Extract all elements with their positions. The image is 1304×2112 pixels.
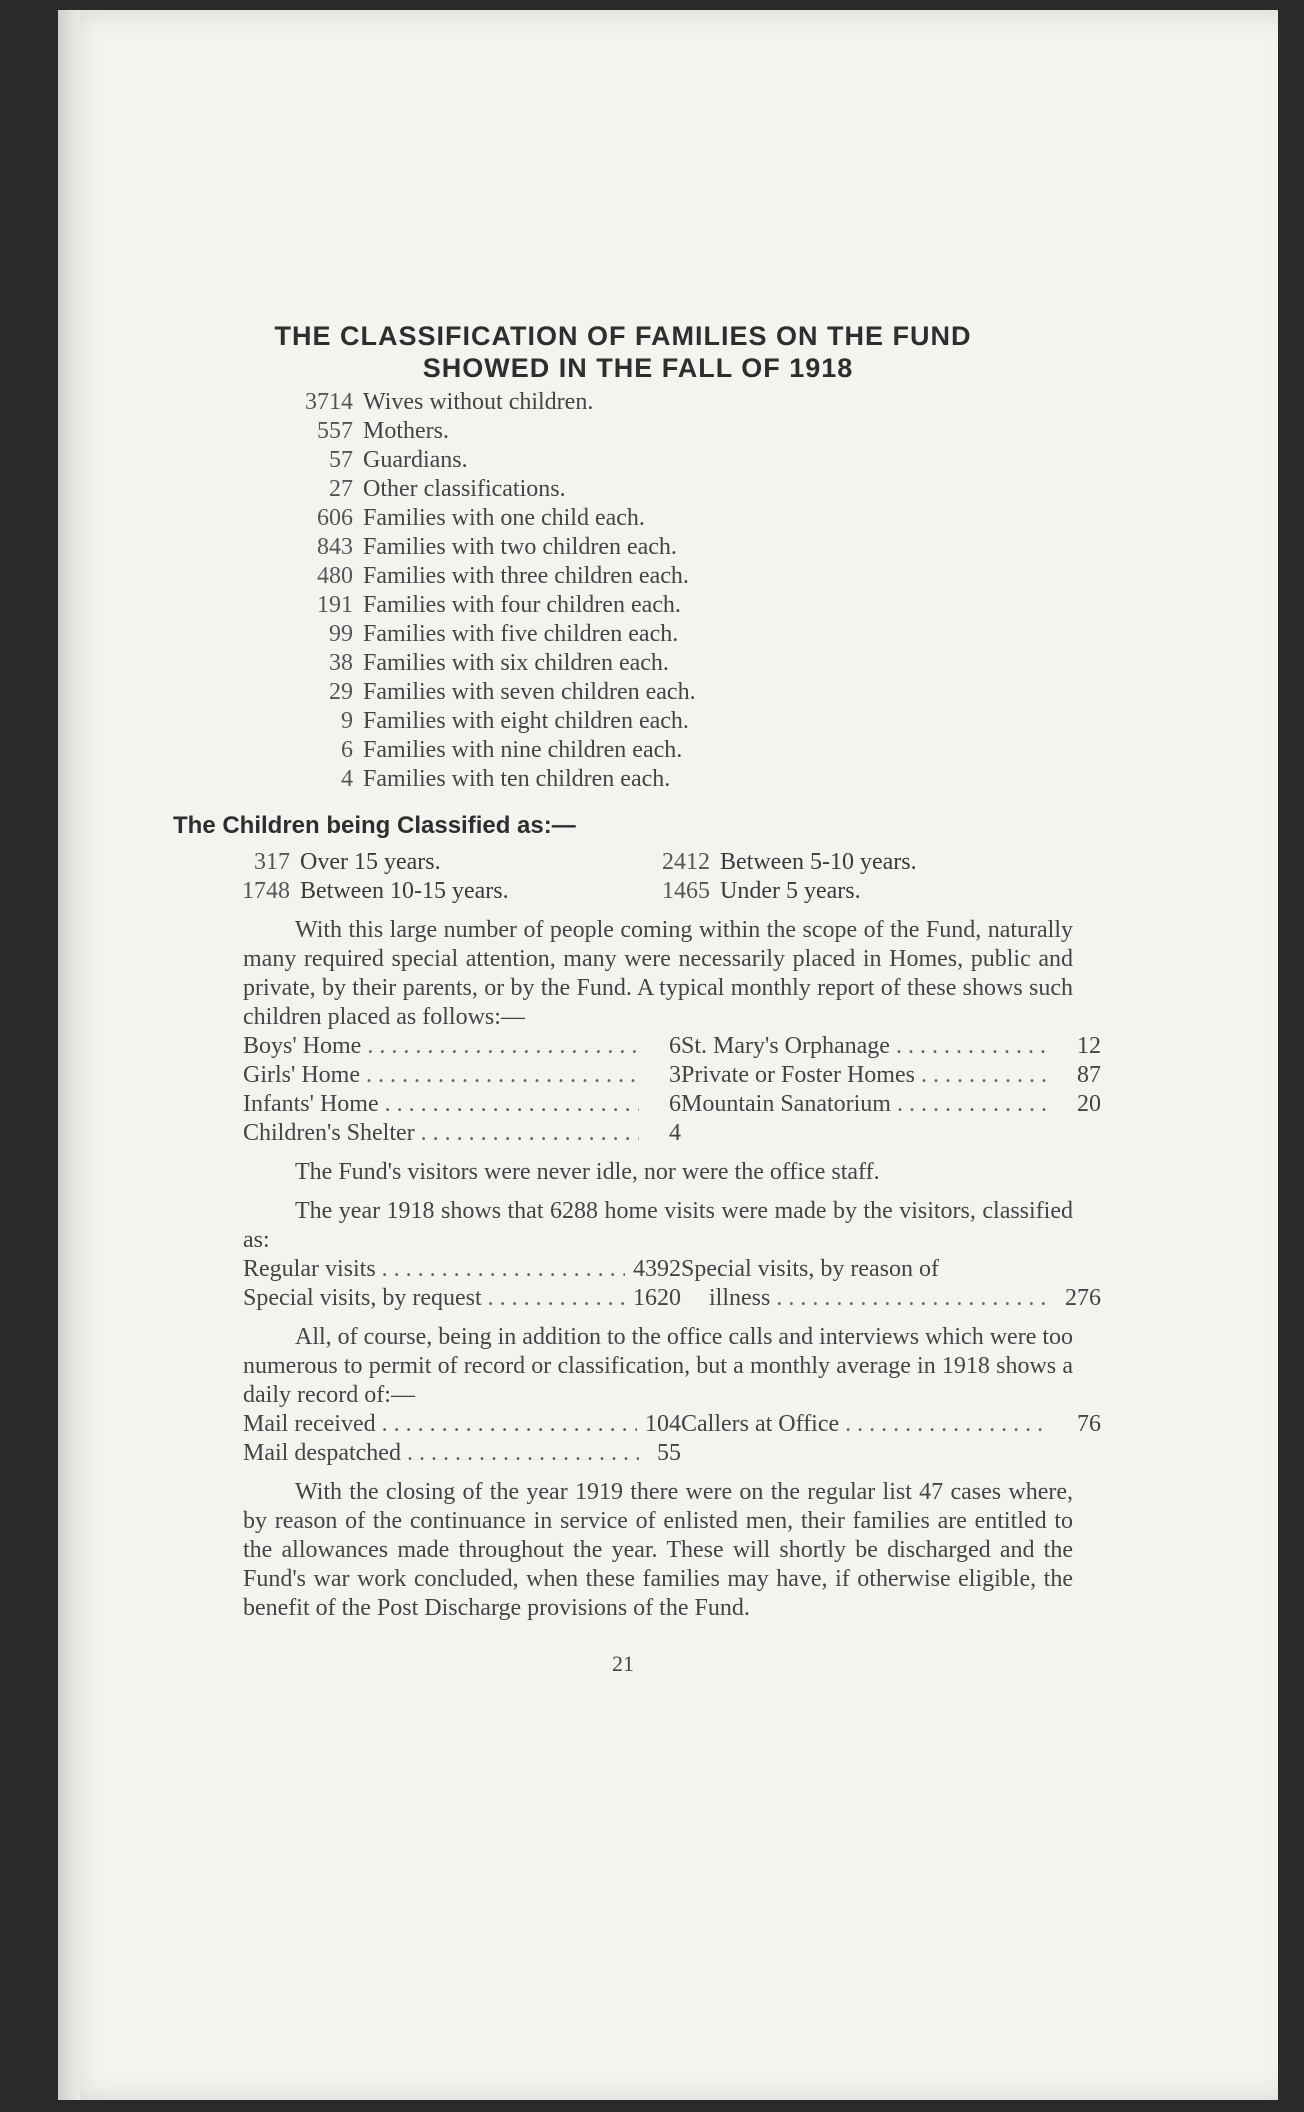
entry-name: St. Mary's Orphanage . . . — [681, 1032, 1049, 1061]
entry-value: 20 — [1077, 1091, 1101, 1117]
table-row — [681, 1061, 1101, 1090]
paragraph-placements-intro: With this large number of people coming within the scope of the Fund, naturally many required special attention, many were necessarily placed in Homes, public and private, by their parents, or by the Fund. A typical monthly report of these shows such children placed as follows:— — [243, 917, 1073, 1030]
entry-value: 87 — [1077, 1062, 1101, 1088]
list-item — [648, 848, 1008, 877]
placements-table — [243, 1032, 1101, 1148]
table-row — [681, 1032, 1101, 1061]
count: 317 — [254, 849, 290, 875]
list-item — [163, 649, 1083, 678]
list-item — [163, 765, 1083, 794]
count: 9 — [341, 708, 353, 734]
list-item — [228, 848, 648, 877]
count: 2412 — [662, 849, 710, 875]
count: 6 — [341, 737, 353, 763]
classification-list — [163, 388, 1083, 794]
list-item — [163, 504, 1083, 533]
list-item — [163, 533, 1083, 562]
list-item — [163, 620, 1083, 649]
label: Families with seven children each. — [363, 679, 696, 705]
label: Between 10-15 years. — [300, 878, 509, 904]
list-item — [163, 562, 1083, 591]
entry-value: 76 — [1077, 1411, 1101, 1437]
count: 843 — [317, 534, 353, 560]
table-row — [243, 1090, 681, 1119]
count: 1465 — [662, 878, 710, 904]
list-item — [163, 446, 1083, 475]
label: Families with ten children each. — [363, 766, 671, 792]
entry-value: 55 — [657, 1440, 681, 1466]
paragraph-home-visits: The year 1918 shows that 6288 home visits were made by the visitors, classified as: — [243, 1198, 1073, 1253]
book-spine-shadow — [58, 10, 80, 2100]
children-age-grid — [228, 848, 1083, 906]
table-row — [681, 1284, 1101, 1313]
list-item — [163, 591, 1083, 620]
paragraph-closing: With the closing of the year 1919 there were on the regular list 47 cases where, by reason of the continuance in service of enlisted men, their families are entitled to the allowances made throughout the year. These will shortly be discharged and the Fund's war work concluded, when these families may have, if otherwise eligible, the benefit of the Post Discharge provisions of the Fund. — [243, 1479, 1073, 1621]
entry-name: illness . . . — [709, 1284, 1049, 1313]
entry-value: 4392 — [633, 1256, 681, 1282]
entry-name: Private or Foster Homes . . . — [681, 1061, 1049, 1090]
page-number: 21 — [612, 1651, 634, 1676]
page — [58, 10, 1278, 2100]
entry-name: Infants' Home . . . — [243, 1090, 639, 1119]
count: 57 — [329, 447, 353, 473]
table-row — [243, 1255, 681, 1284]
count: 29 — [329, 679, 353, 705]
paragraph-office-calls: All, of course, being in addition to the office calls and interviews which were too numerous to permit of record or classification, but a monthly average in 1918 shows a daily record of:— — [243, 1324, 1074, 1408]
table-row — [243, 1119, 681, 1148]
entry-value: 6 — [669, 1091, 681, 1117]
entry-name: Mail received . . . — [243, 1410, 637, 1439]
count: 38 — [329, 650, 353, 676]
visits-table — [243, 1255, 1101, 1313]
children-subheading: The Children being Classified as:— — [173, 812, 576, 839]
label: Families with four children each. — [363, 592, 681, 618]
list-item — [228, 877, 648, 906]
entry-value: 1620 — [633, 1285, 681, 1311]
entry-name: Mail despatched . . . — [243, 1439, 639, 1468]
count: 27 — [329, 476, 353, 502]
label: Families with three children each. — [363, 563, 689, 589]
list-item — [163, 736, 1083, 765]
table-row — [243, 1410, 681, 1439]
list-item — [163, 475, 1083, 504]
table-row — [243, 1032, 681, 1061]
count: 99 — [329, 621, 353, 647]
entry-name: Children's Shelter . . . — [243, 1119, 639, 1148]
visits-right-column — [681, 1255, 1101, 1313]
label: Families with two children each. — [363, 534, 677, 560]
list-item — [163, 388, 1083, 417]
label: Wives without children. — [363, 389, 594, 415]
table-row — [681, 1410, 1101, 1439]
label: Under 5 years. — [720, 878, 861, 904]
label: Families with six children each. — [363, 650, 669, 676]
visits-left-column — [243, 1255, 681, 1313]
label: Families with nine children each. — [363, 737, 683, 763]
entry-value: 104 — [645, 1411, 681, 1437]
entry-value: 3 — [669, 1062, 681, 1088]
daily-right-column — [681, 1410, 1101, 1468]
entry-name-line: Special visits, by reason of — [681, 1256, 939, 1282]
page-content — [163, 320, 1101, 1677]
label: Other classifications. — [363, 476, 566, 502]
count: 3714 — [305, 389, 353, 415]
label: Guardians. — [363, 447, 468, 473]
entry-value: 6 — [669, 1033, 681, 1059]
placements-left-column — [243, 1032, 681, 1148]
list-item — [163, 678, 1083, 707]
count: 191 — [317, 592, 353, 618]
daily-record-table — [243, 1410, 1101, 1468]
label: Families with one child each. — [363, 505, 645, 531]
label: Families with eight children each. — [363, 708, 689, 734]
table-row — [243, 1439, 681, 1468]
entry-value: 4 — [669, 1120, 681, 1146]
table-row — [243, 1061, 681, 1090]
label: Over 15 years. — [300, 849, 441, 875]
count: 4 — [341, 766, 353, 792]
list-item — [163, 417, 1083, 446]
list-item — [163, 707, 1083, 736]
entry-name: Callers at Office . . . — [681, 1410, 1049, 1439]
entry-name: Mountain Sanatorium . . . — [681, 1090, 1049, 1119]
title-line-2: SHOWED IN THE FALL OF 1918 — [422, 353, 854, 383]
entry-value: 276 — [1065, 1285, 1101, 1311]
list-item — [648, 877, 1008, 906]
label: Between 5-10 years. — [720, 849, 917, 875]
label: Mothers. — [363, 418, 449, 444]
placements-right-column — [681, 1032, 1101, 1148]
entry-name: Special visits, by request . . . — [243, 1284, 625, 1313]
title-line-1: THE CLASSIFICATION OF FAMILIES ON THE FUND — [274, 321, 972, 351]
count: 480 — [317, 563, 353, 589]
table-row — [243, 1284, 681, 1313]
count: 606 — [317, 505, 353, 531]
entry-name: Girls' Home . . . — [243, 1061, 639, 1090]
count: 557 — [317, 418, 353, 444]
label: Families with five children each. — [363, 621, 679, 647]
entry-name: Boys' Home . . . — [243, 1032, 639, 1061]
page-title — [163, 320, 1083, 384]
paragraph-visitors: The Fund's visitors were never idle, nor were the office staff. — [295, 1159, 880, 1185]
entry-name: Regular visits . . . — [243, 1255, 625, 1284]
entry-value: 12 — [1077, 1033, 1101, 1059]
daily-left-column — [243, 1410, 681, 1468]
count: 1748 — [242, 878, 290, 904]
table-row — [681, 1090, 1101, 1119]
